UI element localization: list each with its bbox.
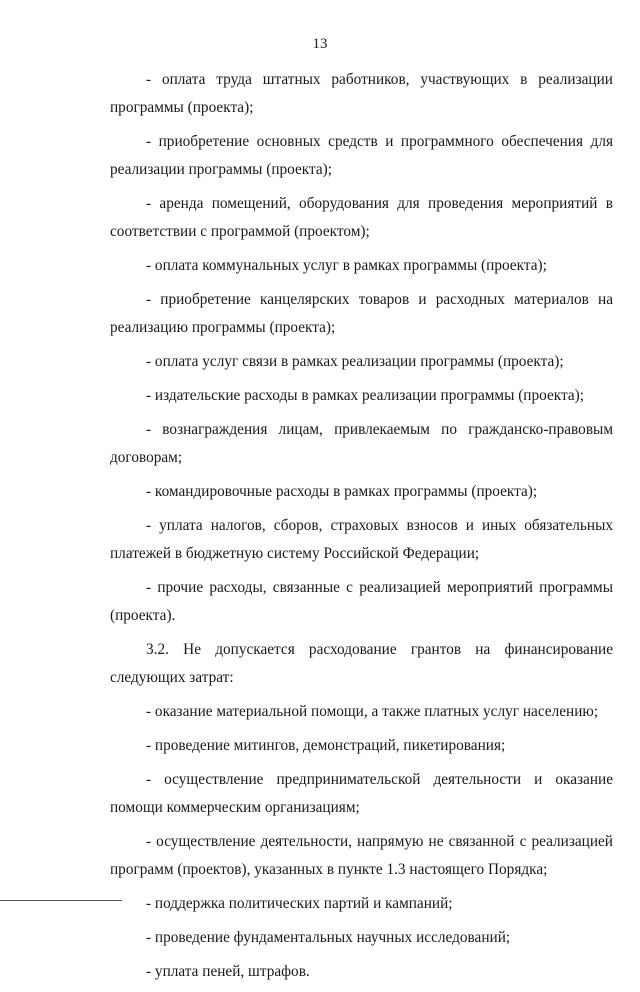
paragraph: - командировочные расходы в рамках программы (проекта); bbox=[146, 483, 538, 500]
paragraph: - оплата услуг связи в рамках реализации программы (проекта); bbox=[146, 353, 564, 370]
paragraph: - осуществление предпринимательской деятельности и оказание помощи коммерческим организациям; bbox=[110, 771, 613, 816]
paragraph: - поддержка политических партий и кампаний; bbox=[146, 895, 453, 912]
footer-rule bbox=[0, 900, 122, 901]
paragraph: - оплата коммунальных услуг в рамках программы (проекта); bbox=[146, 257, 547, 274]
paragraph: - уплата налогов, сборов, страховых взносов и иных обязательных платежей в бюджетную систему Российской Федерации; bbox=[110, 517, 613, 562]
paragraph: - издательские расходы в рамках реализации программы (проекта); bbox=[146, 387, 584, 404]
paragraph: - уплата пеней, штрафов. bbox=[146, 963, 310, 980]
section-heading-paragraph: 3.2. Не допускается расходование грантов на финансирование следующих затрат: bbox=[110, 641, 613, 686]
paragraph: - вознаграждения лицам, привлекаемым по гражданско-правовым договорам; bbox=[110, 421, 613, 466]
paragraph: - прочие расходы, связанные с реализацией мероприятий программы (проекта). bbox=[110, 579, 613, 624]
paragraph: - проведение митингов, демонстраций, пикетирования; bbox=[146, 737, 506, 754]
paragraph: - приобретение канцелярских товаров и расходных материалов на реализацию программы (проекта); bbox=[110, 291, 613, 336]
paragraph: - оплата труда штатных работников, участвующих в реализации программы (проекта); bbox=[110, 71, 613, 116]
paragraph: - проведение фундаментальных научных исследований; bbox=[146, 929, 511, 946]
paragraph: - оказание материальной помощи, а также платных услуг населению; bbox=[146, 703, 599, 720]
page-number: 13 bbox=[312, 36, 328, 52]
paragraph: - приобретение основных средств и программного обеспечения для реализации программы (проекта); bbox=[110, 133, 613, 178]
paragraph: - аренда помещений, оборудования для проведения мероприятий в соответствии с программой (проектом); bbox=[110, 195, 613, 240]
document-body bbox=[110, 66, 613, 992]
paragraph: - осуществление деятельности, напрямую не связанной с реализацией программ (проектов), указанных в пункте 1.3 настоящего Порядка; bbox=[110, 833, 613, 878]
